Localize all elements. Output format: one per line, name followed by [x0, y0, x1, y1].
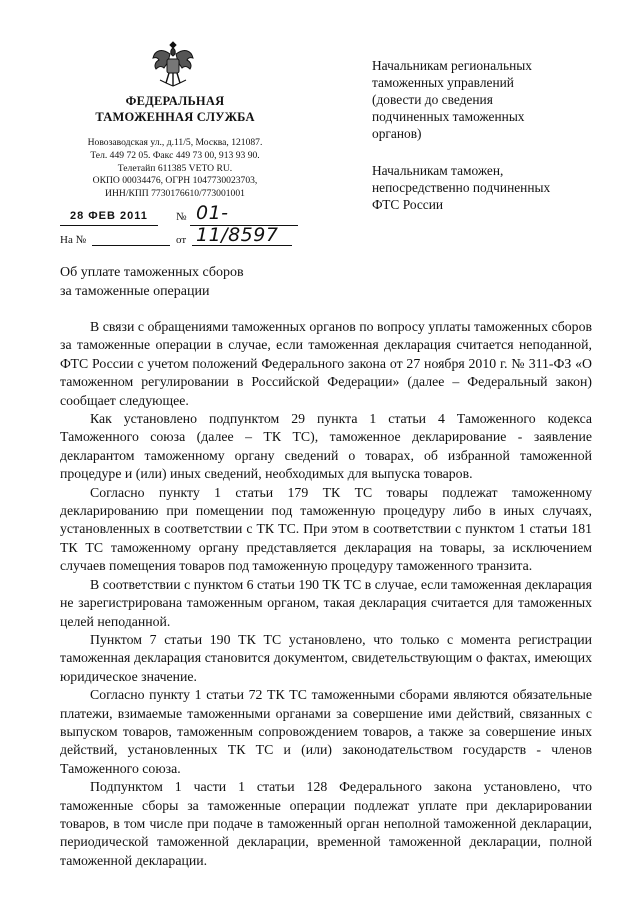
subject-line: за таможенные операции: [60, 284, 210, 299]
addressee-line: Начальникам таможен,: [372, 163, 504, 178]
number-label: №: [176, 211, 187, 223]
addressee-line: непосредственно подчиненных: [372, 180, 551, 195]
reply-from-blank: [192, 245, 292, 246]
body-paragraph: Пунктом 7 статьи 190 ТК ТС установлено, что только с момента регистрации таможенная декларация становится документом, свидетельствующим о фактах, имеющих юридическое значение.: [60, 631, 592, 684]
letter-body: [60, 318, 592, 870]
contact-line: ИНН/КПП 7730176610/773001001: [105, 188, 245, 200]
contact-details: [60, 137, 290, 201]
reply-number-label: На №: [60, 234, 87, 246]
reply-reference-line: [60, 234, 300, 250]
letter-subject: [60, 263, 320, 301]
addressee-line: подчиненных таможенных: [372, 109, 525, 124]
contact-line: ОКПО 00034476, ОГРН 1047730023703,: [92, 175, 258, 187]
addressee-line: (довести до сведения: [372, 92, 493, 107]
document-date: 28 ФЕВ 2011: [70, 210, 148, 222]
body-paragraph: Согласно пункту 1 статьи 72 ТК ТС таможенными сборами являются обязательные платежи, взимаемые таможенными органами за совершение ими действий, связанных с выпуском товаров, таможенным сопровождением товаров, а также за совершение иных действий, установленных ТК ТС и (или) законодательством государств - членов Таможенного союза.: [60, 687, 592, 776]
date-underline: [60, 225, 158, 226]
addressee-line: Начальникам региональных: [372, 58, 532, 73]
organization-name: [60, 93, 290, 125]
reply-number-blank: [92, 245, 170, 246]
addressee-line: ФТС России: [372, 197, 444, 212]
reply-from-label: от: [176, 234, 187, 246]
body-paragraph: Как установлено подпунктом 29 пункта 1 статьи 4 Таможенного кодекса Таможенного союза (далее – ТК ТС), таможенное декларирование - заявление декларантом таможенному органу сведений о товарах, об избранной таможенной процедуре и (или) иных сведений, необходимых для выпуска товаров.: [60, 411, 592, 482]
addressee-line: органов): [372, 126, 422, 141]
body-paragraph: Подпунктом 1 части 1 статьи 128 Федерального закона установлено, что таможенные сборы за таможенные операции подлежат уплате при декларировании товаров, в том числе при подаче в таможенный орган неполной таможенной декларации, периодической таможенной декларации, временной таможенной декларации, полной таможенной декларации.: [60, 779, 592, 868]
coat-of-arms-emblem: [150, 38, 196, 90]
org-line-1: ФЕДЕРАЛЬНАЯ: [125, 94, 225, 108]
body-paragraph: Согласно пункту 1 статьи 179 ТК ТС товары подлежат таможенному декларированию при помещении под таможенную процедуру либо в иных случаях, установленных в соответствии с ТК ТС. При этом в соответствии с пунктом 1 статьи 181 ТК ТС таможенному органу представляется декларация на товары, за исключением случаев помещения товаров под таможенную процедуру таможенного транзита.: [60, 484, 592, 574]
body-paragraph: В связи с обращениями таможенных органов по вопросу уплаты таможенных сборов за таможенные операции в случае, если таможенная декларация считается неподанной, ФТС России с учетом положений Федерального закона от 27 ноября 2010 г. № 311-ФЗ «О таможенном регулировании в Российской Федерации» (далее – Федеральный закон) сообщает следующее.: [60, 319, 592, 408]
document-number: 01-11/8597: [196, 202, 279, 246]
number-underline: [190, 225, 298, 226]
addressee-regional: [372, 57, 602, 142]
org-line-2: ТАМОЖЕННАЯ СЛУЖБА: [95, 110, 255, 124]
addressee-line: таможенных управлений: [372, 75, 514, 90]
contact-line: Тел. 449 72 05. Факс 449 73 00, 913 93 90.: [90, 149, 260, 161]
contact-line: Новозаводская ул., д.11/5, Москва, 121087.: [87, 137, 263, 148]
contact-line: Телетайп 611385 VETO RU.: [117, 162, 233, 174]
addressee-customs: [372, 162, 602, 213]
body-paragraph: В соответствии с пунктом 6 статьи 190 ТК ТС в случае, если таможенная декларация не зарегистрирована таможенным органом, такая декларация считается для таможенных целей неподанной.: [60, 576, 592, 629]
subject-line: Об уплате таможенных сборов: [60, 265, 244, 280]
